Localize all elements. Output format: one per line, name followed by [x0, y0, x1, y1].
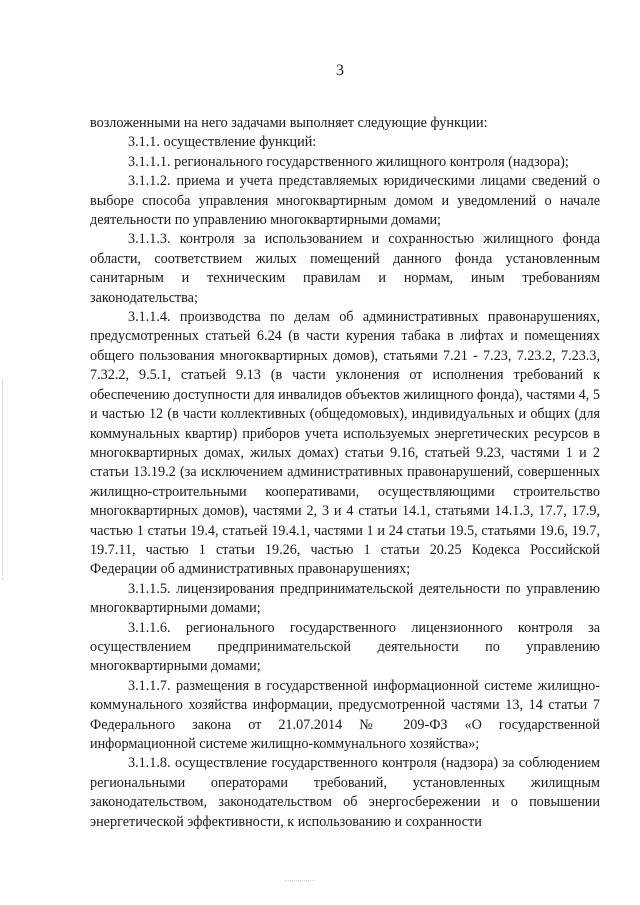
- scan-footer-marks: [285, 880, 315, 882]
- page-number: 3: [336, 62, 344, 79]
- scan-edge-marks: [2, 380, 7, 580]
- paragraph-3-1-1-7: 3.1.1.7. размещения в государственной информационной системе жилищно-коммунального хозяйства информации, предусмотренной частями 13, 14 статьи 7 Федерального закона от 21.07.2014 № 209-ФЗ «О государственной информационной системе жилищно-коммунального хозяйства»;: [90, 677, 600, 752]
- paragraph-3-1-1-4: 3.1.1.4. производства по делам об административных правонарушениях, предусмотренных статьей 6.24 (в части курения табака в лифтах и помещениях общего пользования многоквартирных домов), статьями 7.21 - 7.23, 7.23.2, 7.23.3, 7.32.2, 9.5.1, статьей 9.13 (в части уклонения от исполнения требований к обеспечению доступности для инвалидов объектов жилищного фонда), частями 4, 5 и частью 12 (в части коллективных (общедомовых), индивидуальных и общих (для коммунальных квартир) приборов учета используемых энергетических ресурсов в многоквартирных домах, жилых домах) статьи 9.16, статьей 9.23, частями 1 и 2 статьи 13.19.2 (за исключением административных правонарушений, совершенных жилищно-строительными кооперативами, осуществляющими строительство многоквартирных домов), частями 2, 3 и 4 статьи 14.1, статьями 14.1.3, 17.7, 17.9, частью 1 статьи 19.4, статьей 19.4.1, частями 1 и 24 статьи 19.5, статьями 19.6, 19.7, 19.7.11, частью 1 статьи 19.26, частью 1 статьи 20.25 Кодекса Российской Федерации об административных правонарушениях;: [90, 309, 600, 578]
- paragraph-3-1-1-8: 3.1.1.8. осуществление государственного контроля (надзора) за соблюдением региональными операторами требований, установленных жилищным законодательством, законодательством об энергосбережении и о повышении энергетической эффективности, к использованию и сохранности: [90, 755, 600, 830]
- paragraph-3-1-1-2: 3.1.1.2. приема и учета представляемых юридическими лицами сведений о выборе способа управления многоквартирным домом и уведомлений о начале деятельности по управлению многоквартирными домами;: [90, 173, 600, 229]
- paragraph-3-1-1-5: 3.1.1.5. лицензирования предпринимательской деятельности по управлению многоквартирными домами;: [90, 580, 600, 617]
- paragraph-intro: возложенными на него задачами выполняет следующие функции:: [90, 115, 488, 131]
- paragraph-3-1-1-3: 3.1.1.3. контроля за использованием и сохранностью жилищного фонда области, соответствием жилых помещений данного фонда установленным санитарным и техническим правилам и нормам, иным требованиям законодательства;: [90, 231, 600, 306]
- paragraph-3-1-1-6: 3.1.1.6. регионального государственного лицензионного контроля за осуществлением предпринимательской деятельности по управлению многоквартирными домами;: [90, 619, 600, 675]
- paragraph-3-1-1: 3.1.1. осуществление функций:: [128, 134, 317, 151]
- document-body: [90, 114, 600, 832]
- paragraph-3-1-1-1: 3.1.1.1. регионального государственного жилищного контроля (надзора);: [128, 153, 569, 170]
